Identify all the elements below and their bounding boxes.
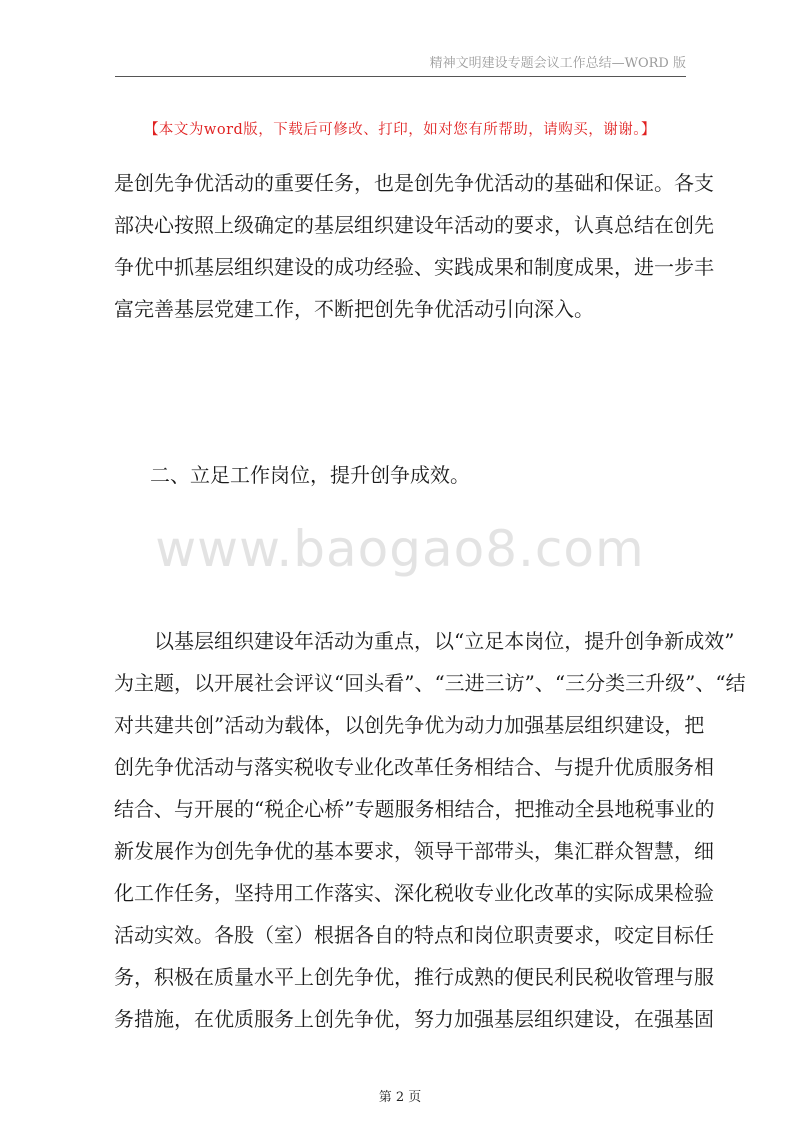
download-notice: 【本文为word版，下载后可修改、打印，如对您有所帮助，请购买，谢谢。】 bbox=[143, 122, 657, 138]
paragraph-line: 部决心按照上级确定的基层组织建设年活动的要求，认真总结在创先 bbox=[114, 213, 714, 237]
paragraph-line: 新发展作为创先争优的基本要求，领导干部带头，集汇群众智慧，细 bbox=[114, 839, 714, 863]
paragraph-line: 是创先争优活动的重要任务，也是创先争优活动的基础和保证。各支 bbox=[114, 171, 714, 195]
paragraph-line: 务，积极在质量水平上创先争优，推行成熟的便民利民税收管理与服 bbox=[114, 965, 714, 989]
page-header bbox=[115, 50, 686, 77]
paragraph-line: 为主题，以开展社会评议“回头看”、“三进三访”、“三分类三升级”、“结 bbox=[114, 671, 746, 695]
paragraph-line: 务措施，在优质服务上创先争优，努力加强基层组织建设，在强基固 bbox=[114, 1007, 714, 1031]
paragraph-line: 化工作任务，坚持用工作落实、深化税收专业化改革的实际成果检验 bbox=[114, 881, 714, 905]
watermark: www.baogao8.com bbox=[155, 520, 645, 578]
paragraph-line: 争优中抓基层组织建设的成功经验、实践成果和制度成果，进一步丰 bbox=[114, 255, 714, 279]
page-number: 第 2 页 bbox=[378, 1090, 422, 1105]
paragraph-line: 活动实效。各股（室）根据各自的特点和岗位职责要求，咬定目标任 bbox=[114, 923, 714, 947]
header-title: 精神文明建设专题会议工作总结—WORD 版 bbox=[429, 56, 686, 71]
paragraph-line: 结合、与开展的“税企心桥”专题服务相结合，把推动全县地税事业的 bbox=[114, 797, 715, 821]
section-heading: 二、立足工作岗位，提升创争成效。 bbox=[150, 463, 470, 487]
paragraph-2 bbox=[114, 620, 746, 1040]
paragraph-line: 对共建共创”活动为载体，以创先争优为动力加强基层组织建设，把 bbox=[114, 713, 705, 737]
paragraph-line: 创先争优活动与落实税收专业化改革任务相结合、与提升优质服务相 bbox=[114, 755, 714, 779]
paragraph-1 bbox=[114, 162, 714, 330]
paragraph-line: 富完善基层党建工作，不断把创先争优活动引向深入。 bbox=[114, 297, 594, 321]
paragraph-line: 以基层组织建设年活动为重点，以“立足本岗位，提升创争新成效” bbox=[114, 629, 735, 653]
